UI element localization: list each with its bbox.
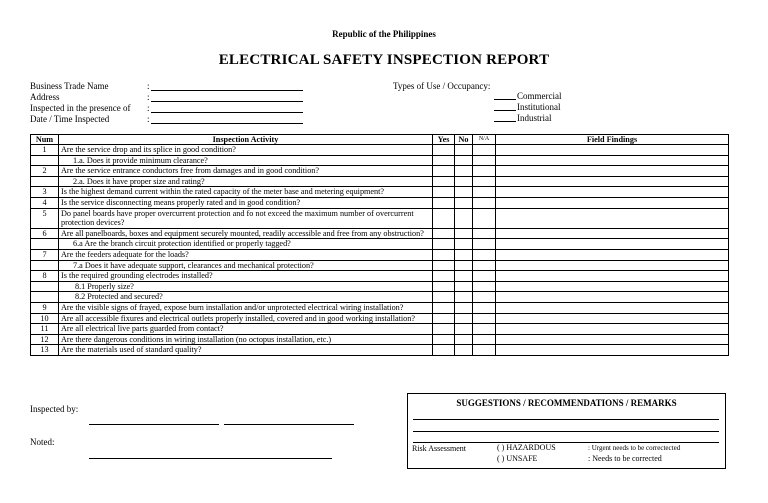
row-number — [31, 292, 59, 303]
yes-cell[interactable] — [433, 155, 455, 166]
row-number: 5 — [31, 208, 59, 228]
no-cell[interactable] — [455, 187, 473, 198]
yes-cell[interactable] — [433, 281, 455, 292]
na-cell[interactable] — [473, 334, 496, 345]
row-number — [31, 260, 59, 271]
yes-cell[interactable] — [433, 302, 455, 313]
field-findings-cell[interactable] — [496, 302, 729, 313]
field-findings-cell[interactable] — [496, 197, 729, 208]
row-number: 11 — [31, 324, 59, 335]
table-row — [31, 302, 729, 313]
inspection-activity: 8.2 Protected and secured? — [59, 292, 433, 303]
na-cell[interactable] — [473, 176, 496, 187]
row-number: 2 — [31, 166, 59, 177]
yes-cell[interactable] — [433, 145, 455, 156]
field-findings-cell[interactable] — [496, 155, 729, 166]
row-number: 3 — [31, 187, 59, 198]
table-header-row — [31, 135, 729, 145]
colon: : — [147, 114, 150, 124]
remarks-line[interactable] — [413, 441, 719, 443]
date-time-label: Date / Time Inspected — [30, 114, 110, 124]
row-number — [31, 281, 59, 292]
remarks-title: SUGGESTIONS / RECOMMENDATIONS / REMARKS — [456, 398, 677, 408]
table-row — [31, 260, 729, 271]
yes-cell[interactable] — [433, 313, 455, 324]
no-cell[interactable] — [455, 345, 473, 356]
na-cell[interactable] — [473, 260, 496, 271]
yes-cell[interactable] — [433, 249, 455, 260]
business-name-label: Business Trade Name — [30, 81, 109, 91]
table-row — [31, 239, 729, 250]
na-header: N/A — [473, 135, 496, 145]
findings-header: Field Findings — [496, 135, 729, 145]
unsafe-option[interactable]: ( ) UNSAFE — [497, 454, 538, 463]
field-findings-cell[interactable] — [496, 324, 729, 335]
field-findings-cell[interactable] — [496, 239, 729, 250]
table-row — [31, 197, 729, 208]
field-findings-cell[interactable] — [496, 249, 729, 260]
yes-cell[interactable] — [433, 239, 455, 250]
inspection-activity: Is the highest demand current within the rated capacity of the meter base and metering equipment? — [59, 187, 433, 198]
commercial-option: Commercial — [517, 91, 562, 101]
no-cell[interactable] — [455, 166, 473, 177]
inspected-by-label: Inspected by: — [30, 404, 79, 414]
field-findings-cell[interactable] — [496, 260, 729, 271]
inspection-activity: Is the service disconnecting means properly rated and in good condition? — [59, 197, 433, 208]
field-findings-cell[interactable] — [496, 345, 729, 356]
no-cell[interactable] — [455, 260, 473, 271]
colon: : — [147, 103, 150, 113]
institutional-option: Institutional — [517, 102, 561, 112]
yes-cell[interactable] — [433, 292, 455, 303]
address-field[interactable] — [151, 92, 303, 102]
no-cell[interactable] — [455, 155, 473, 166]
inspection-activity: Do panel boards have proper overcurrent protection and fo not exceed the maximum number of overcurrent protection devices? — [59, 208, 433, 228]
na-cell[interactable] — [473, 302, 496, 313]
yes-header: Yes — [433, 135, 455, 145]
table-row — [31, 281, 729, 292]
row-number: 4 — [31, 197, 59, 208]
inspection-activity: Are there dangerous conditions in wiring installation (no octopus installation, etc.) — [59, 334, 433, 345]
table-row — [31, 345, 729, 356]
no-cell[interactable] — [455, 197, 473, 208]
yes-cell[interactable] — [433, 166, 455, 177]
inspection-activity: Are the service entrance conductors free from damages and in good condition? — [59, 166, 433, 177]
inspection-activity: Are all accessible fixures and electrical outlets properly installed, covered and in good working installation? — [59, 313, 433, 324]
table-row — [31, 155, 729, 166]
row-number: 12 — [31, 334, 59, 345]
yes-cell[interactable] — [433, 271, 455, 282]
table-row — [31, 324, 729, 335]
colon: : — [147, 81, 150, 91]
na-cell[interactable] — [473, 187, 496, 198]
row-number: 8 — [31, 271, 59, 282]
noted-label: Noted: — [30, 437, 55, 447]
row-number — [31, 176, 59, 187]
inspector-signature-line-1[interactable] — [89, 423, 219, 425]
inspection-activity: Are the service drop and its splice in good condition? — [59, 145, 433, 156]
inspection-activity: Are the feeders adequate for the loads? — [59, 249, 433, 260]
address-label: Address — [30, 92, 60, 102]
na-cell[interactable] — [473, 197, 496, 208]
inspection-activity: 7.a Does it have adequate support, clearances and mechanical protection? — [59, 260, 433, 271]
industrial-option: Industrial — [517, 113, 552, 123]
table-row — [31, 145, 729, 156]
table-row — [31, 228, 729, 239]
presence-field[interactable] — [151, 103, 303, 113]
na-cell[interactable] — [473, 271, 496, 282]
no-cell[interactable] — [455, 313, 473, 324]
row-number: 7 — [31, 249, 59, 260]
na-cell[interactable] — [473, 281, 496, 292]
na-cell[interactable] — [473, 239, 496, 250]
remarks-line[interactable] — [413, 418, 719, 420]
yes-cell[interactable] — [433, 345, 455, 356]
na-cell[interactable] — [473, 155, 496, 166]
inspection-activity: Is the required grounding electrodes installed? — [59, 271, 433, 282]
field-findings-cell[interactable] — [496, 313, 729, 324]
inspection-table — [30, 134, 729, 356]
na-cell[interactable] — [473, 324, 496, 335]
yes-cell[interactable] — [433, 197, 455, 208]
presence-label: Inspected in the presence of — [30, 103, 131, 113]
yes-cell[interactable] — [433, 228, 455, 239]
no-cell[interactable] — [455, 145, 473, 156]
inspector-signature-line-2[interactable] — [224, 423, 354, 425]
na-cell[interactable] — [473, 228, 496, 239]
no-cell[interactable] — [455, 334, 473, 345]
table-row — [31, 292, 729, 303]
table-row — [31, 208, 729, 228]
field-findings-cell[interactable] — [496, 166, 729, 177]
field-findings-cell[interactable] — [496, 208, 729, 228]
num-header: Num — [31, 135, 59, 145]
field-findings-cell[interactable] — [496, 228, 729, 239]
inspection-activity: 8.1 Properly size? — [59, 281, 433, 292]
field-findings-cell[interactable] — [496, 334, 729, 345]
na-cell[interactable] — [473, 166, 496, 177]
no-cell[interactable] — [455, 271, 473, 282]
table-row — [31, 176, 729, 187]
report-title: ELECTRICAL SAFETY INSPECTION REPORT — [218, 52, 550, 68]
republic-heading: Republic of the Philippines — [332, 29, 436, 39]
no-cell[interactable] — [455, 281, 473, 292]
activity-header: Inspection Activity — [59, 135, 433, 145]
table-row — [31, 249, 729, 260]
colon: : — [147, 92, 150, 102]
no-cell[interactable] — [455, 324, 473, 335]
field-findings-cell[interactable] — [496, 292, 729, 303]
yes-cell[interactable] — [433, 260, 455, 271]
no-cell[interactable] — [455, 239, 473, 250]
risk-assessment-label: Risk Assessment — [412, 444, 467, 453]
field-findings-cell[interactable] — [496, 187, 729, 198]
inspection-activity: Are the visible signs of frayed, expose burn installation and/or unprotected electrical wiring installation? — [59, 302, 433, 313]
field-findings-cell[interactable] — [496, 281, 729, 292]
row-number: 1 — [31, 145, 59, 156]
hazardous-option[interactable]: ( ) HAZARDOUS — [497, 443, 556, 452]
date-time-field[interactable] — [151, 114, 303, 124]
no-cell[interactable] — [455, 228, 473, 239]
inspection-activity: 1.a. Does it provide minimum clearance? — [59, 155, 433, 166]
inspection-activity: Are the materials used of standard quality? — [59, 345, 433, 356]
table-row — [31, 313, 729, 324]
row-number: 13 — [31, 345, 59, 356]
table-row — [31, 271, 729, 282]
field-findings-cell[interactable] — [496, 176, 729, 187]
field-findings-cell[interactable] — [496, 271, 729, 282]
institutional-blank[interactable] — [494, 101, 516, 111]
yes-cell[interactable] — [433, 187, 455, 198]
industrial-blank[interactable] — [494, 112, 516, 122]
row-number: 6 — [31, 228, 59, 239]
no-cell[interactable] — [455, 292, 473, 303]
no-cell[interactable] — [455, 302, 473, 313]
table-row — [31, 166, 729, 177]
noted-signature-line[interactable] — [89, 457, 332, 459]
yes-cell[interactable] — [433, 208, 455, 228]
na-cell[interactable] — [473, 313, 496, 324]
field-findings-cell[interactable] — [496, 145, 729, 156]
hazardous-note: : Urgent needs to be correctected — [588, 444, 681, 452]
row-number — [31, 155, 59, 166]
na-cell[interactable] — [473, 249, 496, 260]
no-header: No — [455, 135, 473, 145]
inspection-activity: Are all electrical live parts guarded from contact? — [59, 324, 433, 335]
row-number: 10 — [31, 313, 59, 324]
table-row — [31, 187, 729, 198]
inspection-activity: Are all panelboards, boxes and equipment securely mounted, readily accessible and free from any obstruction? — [59, 228, 433, 239]
business-name-field[interactable] — [151, 81, 303, 91]
na-cell[interactable] — [473, 208, 496, 228]
no-cell[interactable] — [455, 208, 473, 228]
unsafe-note: : Needs to be corrected — [588, 454, 662, 463]
na-cell[interactable] — [473, 145, 496, 156]
row-number: 9 — [31, 302, 59, 313]
table-row — [31, 334, 729, 345]
na-cell[interactable] — [473, 292, 496, 303]
yes-cell[interactable] — [433, 324, 455, 335]
commercial-blank[interactable] — [494, 90, 516, 100]
yes-cell[interactable] — [433, 334, 455, 345]
no-cell[interactable] — [455, 176, 473, 187]
no-cell[interactable] — [455, 249, 473, 260]
remarks-line[interactable] — [413, 430, 719, 432]
yes-cell[interactable] — [433, 176, 455, 187]
inspection-activity: 2.a. Does it have proper size and rating? — [59, 176, 433, 187]
row-number — [31, 239, 59, 250]
remarks-box — [407, 393, 726, 469]
inspection-activity: 6.a Are the branch circuit protection identified or properly tagged? — [59, 239, 433, 250]
occupancy-label: Types of Use / Occupancy: — [393, 81, 491, 91]
na-cell[interactable] — [473, 345, 496, 356]
